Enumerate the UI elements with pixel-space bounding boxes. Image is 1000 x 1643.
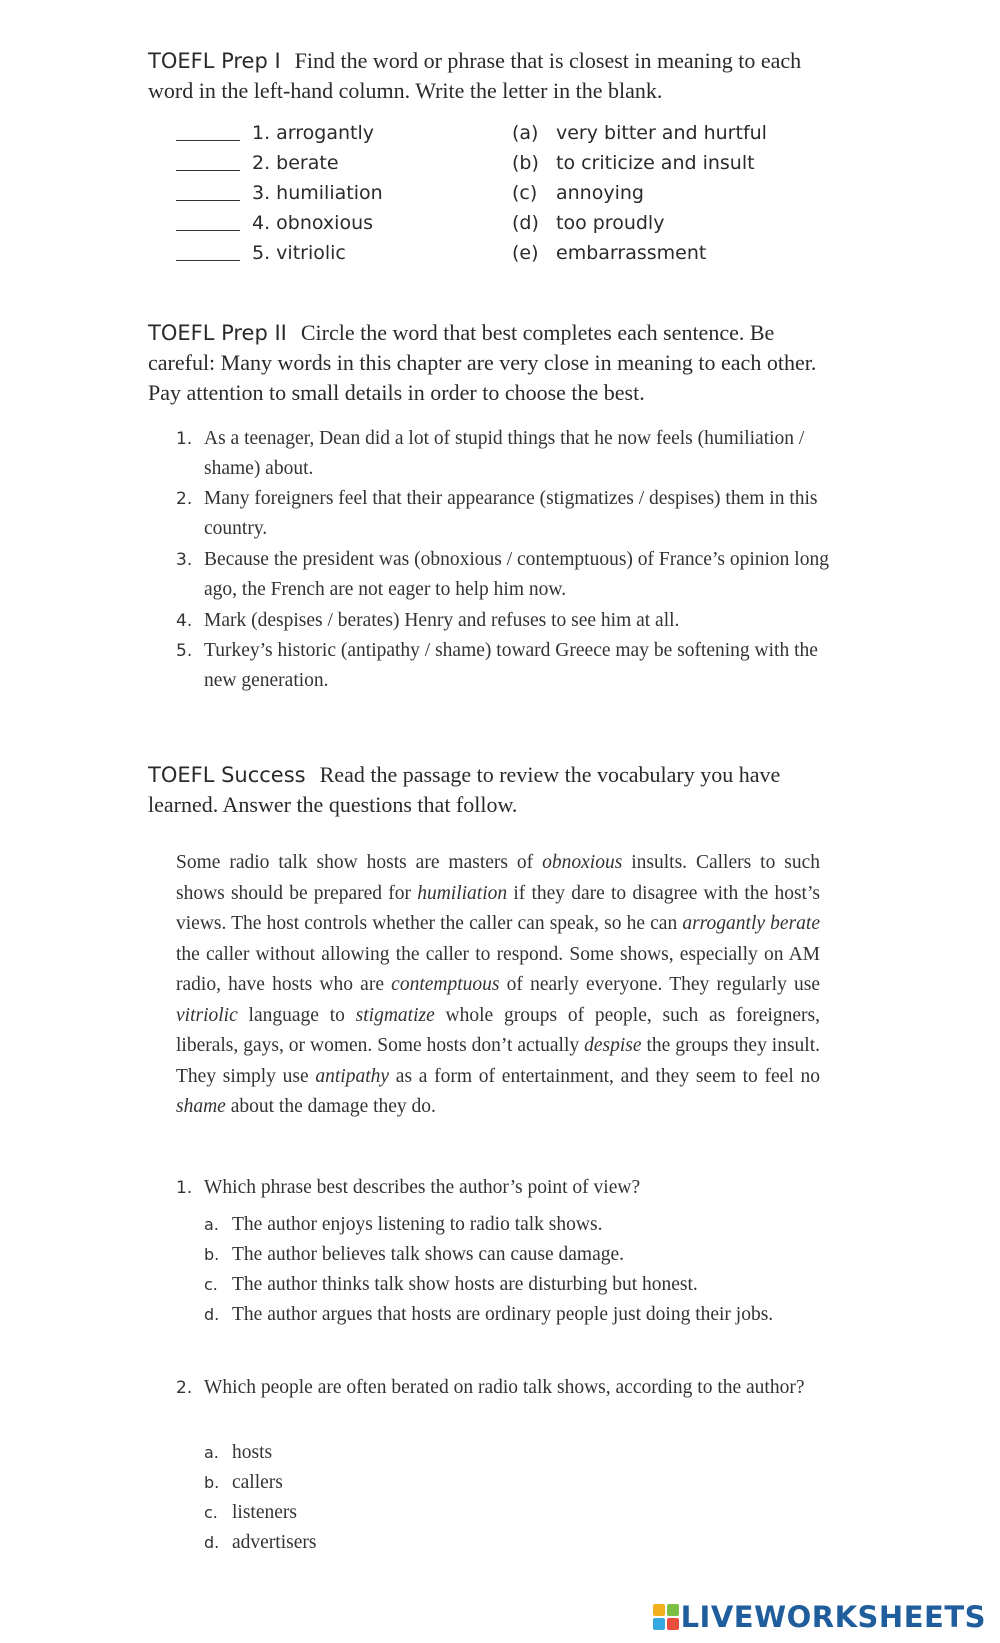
passage-text: if they dare to disagree with the host’s views. The host controls whether the caller can speak, so he can (176, 882, 820, 934)
option-letter: a. (204, 1443, 219, 1462)
passage-text: language to (237, 1004, 356, 1026)
option-text: The author enjoys listening to radio talk shows. (232, 1214, 603, 1235)
vocab-word: antipathy (315, 1065, 390, 1087)
success-heading (148, 760, 828, 820)
option-letter: d. (204, 1305, 220, 1324)
answer-blank-2[interactable] (176, 170, 240, 171)
option-letter: c. (204, 1503, 218, 1522)
sentence-text[interactable]: Many foreigners feel that their appearance (stigmatizes / despises) them in this country. (204, 488, 818, 539)
sentence-text[interactable]: As a teenager, Dean did a lot of stupid things that he now feels (humiliation / shame) about. (204, 428, 805, 479)
prep1-label: TOEFL Prep I (148, 49, 281, 73)
match-row (176, 242, 836, 272)
success-label: TOEFL Success (148, 763, 306, 787)
prep1-heading (148, 46, 828, 106)
term-4: 4. obnoxious (252, 212, 374, 234)
prep2-label: TOEFL Prep II (148, 321, 287, 345)
sentence-text[interactable]: Mark (despises / berates) Henry and refuses to see him at all. (204, 610, 680, 631)
definition-text-a: very bitter and hurtful (556, 122, 767, 144)
definition-letter-e: (e) (512, 242, 539, 264)
option-text: listeners (232, 1502, 297, 1523)
reading-passage (176, 848, 820, 1123)
prep2-instruction: Circle the word that best completes each sentence. Be careful: Many words in this chapter are very close in meaning to each other. Pay attention to small details in order to choose the best. (148, 320, 817, 405)
question-number: 2. (176, 1378, 193, 1398)
sentence-number: 2. (176, 489, 193, 509)
answer-option[interactable] (204, 1300, 824, 1330)
match-row (176, 152, 836, 182)
sentence-number: 1. (176, 429, 193, 449)
sentence-item (176, 636, 832, 696)
prep1-instruction: Find the word or phrase that is closest in meaning to each word in the left-hand column. Write the letter in the blank. (148, 48, 802, 103)
answer-option[interactable] (204, 1498, 824, 1528)
sentence-number: 4. (176, 611, 193, 631)
option-letter: c. (204, 1275, 218, 1294)
logo-text: LIVEWORKSHEETS (680, 1600, 986, 1634)
passage-text: Some radio talk show hosts are masters of (176, 852, 543, 873)
match-row (176, 182, 836, 212)
question-text: Which people are often berated on radio talk shows, according to the author? (204, 1377, 805, 1398)
passage-text: the caller without allowing the caller to respond. Some shows, especially on AM radio, have hosts who are (176, 943, 820, 995)
definition-letter-a: (a) (512, 122, 539, 144)
sentence-item (176, 484, 832, 544)
option-text: advertisers (232, 1532, 317, 1553)
answer-option[interactable] (204, 1528, 824, 1558)
question-2 (176, 1374, 832, 1402)
term-3: 3. humiliation (252, 182, 383, 204)
option-text: The author believes talk shows can cause damage. (232, 1244, 625, 1265)
vocab-word: contemptuous (391, 974, 500, 995)
option-text: The author argues that hosts are ordinary people just doing their jobs. (232, 1304, 774, 1325)
definition-letter-b: (b) (512, 152, 539, 174)
answer-blank-5[interactable] (176, 260, 240, 261)
answer-option[interactable] (204, 1438, 824, 1468)
option-letter: d. (204, 1533, 220, 1552)
sentence-number: 5. (176, 641, 193, 661)
definition-letter-d: (d) (512, 212, 539, 234)
answer-blank-1[interactable] (176, 140, 240, 141)
vocab-word: stigmatize (355, 1004, 435, 1026)
sentence-text[interactable]: Turkey’s historic (antipathy / shame) toward Greece may be softening with the new generation. (204, 640, 818, 691)
option-letter: b. (204, 1245, 220, 1264)
match-row (176, 212, 836, 242)
vocab-word: arrogantly berate (682, 913, 820, 934)
passage-text: insults. Callers to such shows should be prepared for (176, 852, 821, 904)
vocab-word: despise (584, 1035, 642, 1056)
match-row (176, 122, 836, 152)
question-1 (176, 1174, 832, 1202)
option-text: hosts (232, 1442, 273, 1463)
definition-text-d: too proudly (556, 212, 665, 234)
term-5: 5. vitriolic (252, 242, 346, 264)
vocab-word: shame (176, 1096, 226, 1117)
prep2-heading (148, 318, 828, 408)
option-letter: a. (204, 1215, 219, 1234)
definition-text-c: annoying (556, 182, 644, 204)
option-text: callers (232, 1472, 283, 1493)
answer-option[interactable] (204, 1210, 824, 1240)
definition-text-e: embarrassment (556, 242, 707, 264)
success-instruction: Read the passage to review the vocabulary you have learned. Answer the questions that follow. (148, 762, 781, 817)
sentence-item (176, 606, 832, 636)
sentence-item (176, 545, 832, 605)
sentence-number: 3. (176, 550, 193, 570)
answer-option[interactable] (204, 1468, 824, 1498)
passage-text: whole groups of people, such as foreigners, liberals, gays, or women. Some hosts don’t actually (176, 1004, 820, 1056)
question-text: Which phrase best describes the author’s point of view? (204, 1177, 641, 1198)
passage-text: of nearly everyone. They regularly use (499, 974, 821, 995)
vocab-word: obnoxious (542, 852, 623, 873)
passage-text: about the damage they do. (225, 1096, 436, 1117)
option-letter: b. (204, 1473, 220, 1492)
answer-blank-4[interactable] (176, 230, 240, 231)
answer-option[interactable] (204, 1240, 824, 1270)
logo-grid-icon (653, 1604, 679, 1630)
question-number: 1. (176, 1178, 193, 1198)
vocab-word: humiliation (417, 882, 508, 904)
liveworksheets-logo[interactable] (653, 1599, 986, 1635)
term-1: 1. arrogantly (252, 122, 375, 144)
vocab-word: vitriolic (176, 1004, 238, 1026)
passage-text: the groups they insult. They simply use (176, 1035, 820, 1087)
sentence-text[interactable]: Because the president was (obnoxious / contemptuous) of France’s opinion long ago, the French are not eager to help him now. (204, 549, 829, 600)
definition-text-b: to criticize and insult (556, 152, 755, 174)
answer-blank-3[interactable] (176, 200, 240, 201)
option-text: The author thinks talk show hosts are disturbing but honest. (232, 1274, 698, 1295)
sentence-item (176, 424, 832, 484)
term-2: 2. berate (252, 152, 339, 174)
passage-text: as a form of entertainment, and they seem to feel no (389, 1065, 820, 1087)
definition-letter-c: (c) (512, 182, 538, 204)
answer-option[interactable] (204, 1270, 824, 1300)
